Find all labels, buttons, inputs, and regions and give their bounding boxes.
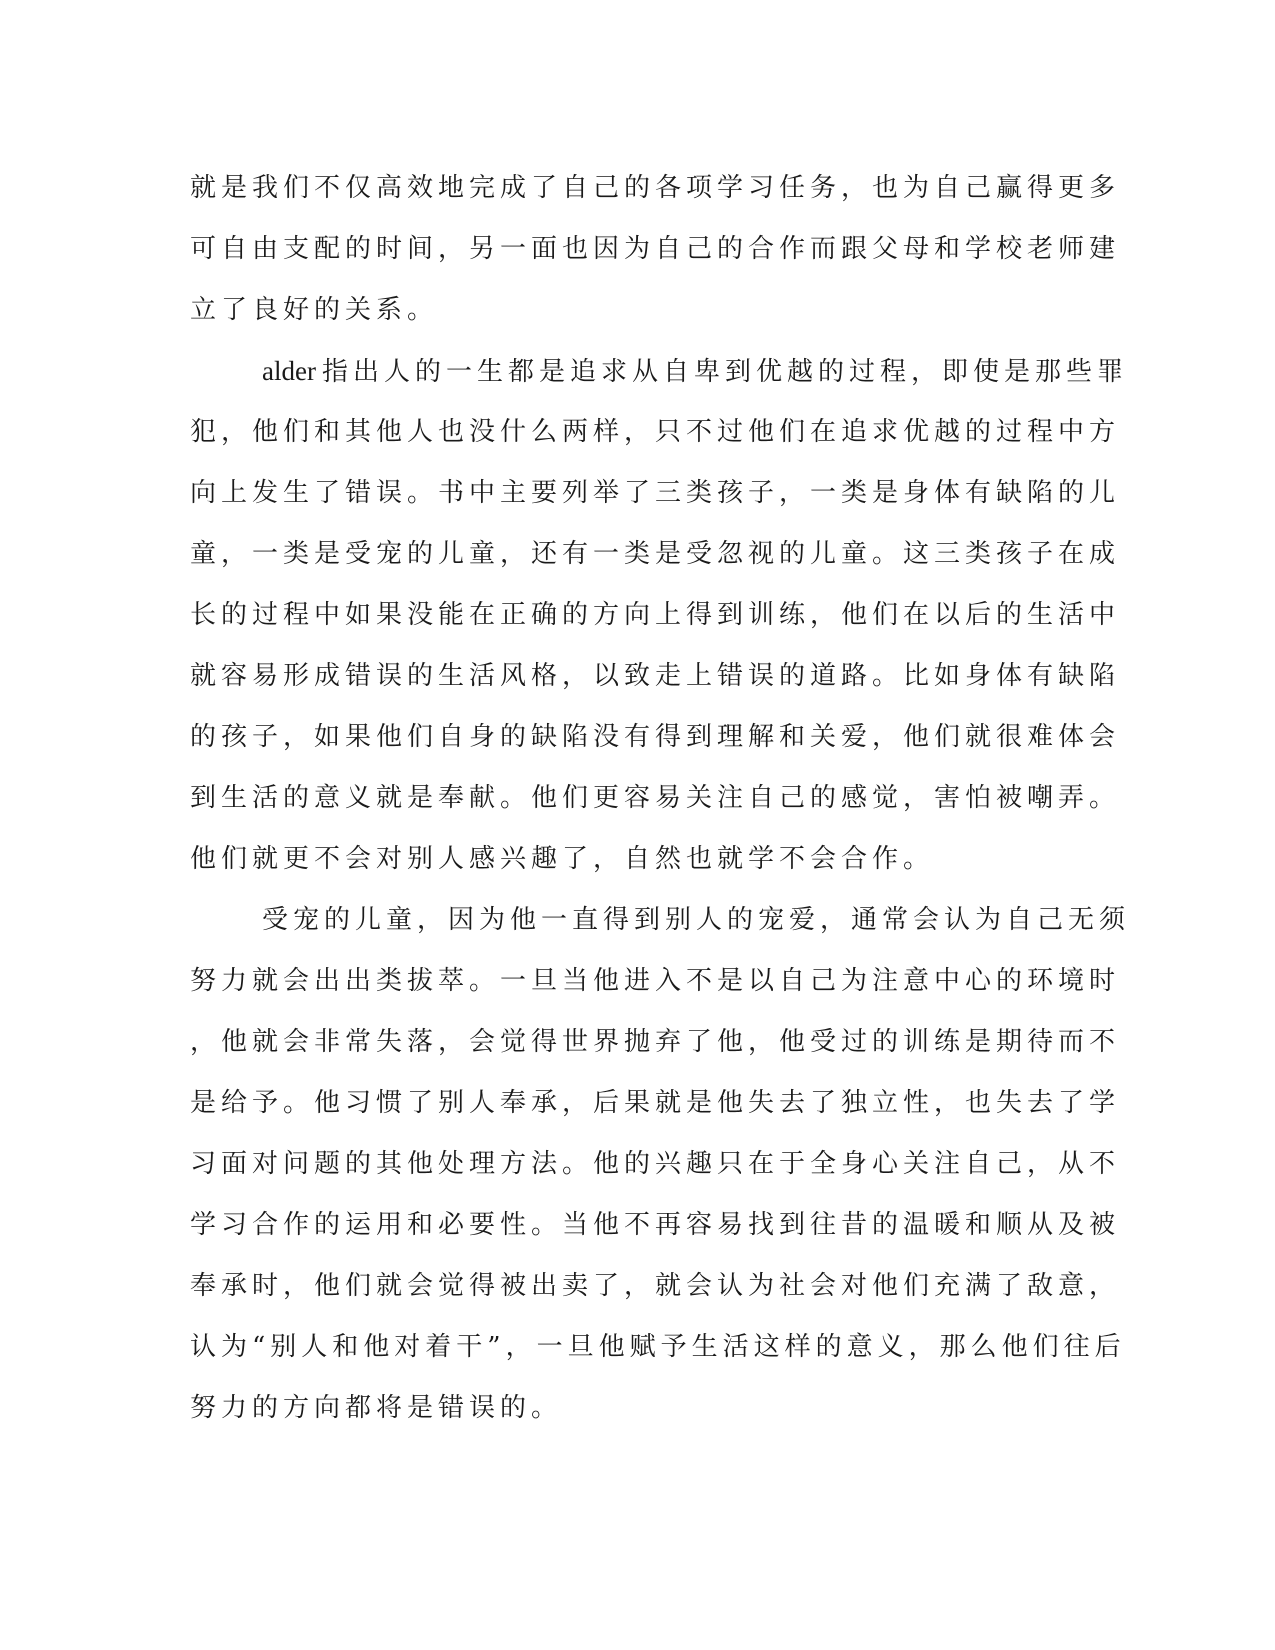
- paragraph-1: [190, 158, 1121, 341]
- text-line-first: 受宠的儿童，因为他一直得到别人的宠爱，通常会认为自己无须: [262, 905, 1131, 935]
- document-body: [190, 158, 1131, 1439]
- text-line: 他们就更不会对别人感兴趣了，自然也就学不会合作。: [190, 844, 935, 874]
- text-line: 习面对问题的其他处理方法。他的兴趣只在于全身心关注自己，从不: [190, 1149, 1121, 1179]
- text-line: 的孩子，如果他们自身的缺陷没有得到理解和关爱，他们就很难体会: [190, 722, 1121, 752]
- text-line: 努力就会出出类拔萃。一旦当他进入不是以自己为注意中心的环境时: [190, 966, 1121, 996]
- text-line: 奉承时，他们就会觉得被出卖了，就会认为社会对他们充满了敌意，: [190, 1271, 1121, 1301]
- text-line: 向上发生了错误。书中主要列举了三类孩子，一类是身体有缺陷的儿: [190, 478, 1121, 508]
- text-line: 就是我们不仅高效地完成了自己的各项学习任务，也为自己赢得更多: [190, 173, 1121, 203]
- text-line: 就容易形成错误的生活风格，以致走上错误的道路。比如身体有缺陷: [190, 661, 1121, 691]
- text-line: 努力的方向都将是错误的。: [190, 1393, 563, 1423]
- text-line: ，他就会非常失落，会觉得世界抛弃了他，他受过的训练是期待而不: [190, 1027, 1121, 1057]
- text-line: 长的过程中如果没能在正确的方向上得到训练，他们在以后的生活中: [190, 600, 1121, 630]
- text-line: 犯，他们和其他人也没什么两样，只不过他们在追求优越的过程中方: [190, 417, 1121, 447]
- text-line-first: [190, 341, 1128, 402]
- text-line: 童，一类是受宠的儿童，还有一类是受忽视的儿童。这三类孩子在成: [190, 539, 1121, 569]
- text-line: 认为“别人和他对着干”，一旦他赋予生活这样的意义，那么他们往后: [190, 1332, 1126, 1362]
- paragraph-3: [190, 890, 1131, 1439]
- paragraph-2: [190, 341, 1128, 890]
- latin-word: alder: [262, 356, 316, 386]
- text-line: 学习合作的运用和必要性。当他不再容易找到往昔的温暖和顺从及被: [190, 1210, 1121, 1240]
- text-line: 可自由支配的时间，另一面也因为自己的合作而跟父母和学校老师建: [190, 234, 1121, 264]
- text-line-rest: 指出人的一生都是追求从自卑到优越的过程，即使是那些罪: [321, 357, 1128, 387]
- text-line: 立了良好的关系。: [190, 295, 439, 325]
- text-line: 是给予。他习惯了别人奉承，后果就是他失去了独立性，也失去了学: [190, 1088, 1121, 1118]
- text-line: 到生活的意义就是奉献。他们更容易关注自己的感觉，害怕被嘲弄。: [190, 783, 1121, 813]
